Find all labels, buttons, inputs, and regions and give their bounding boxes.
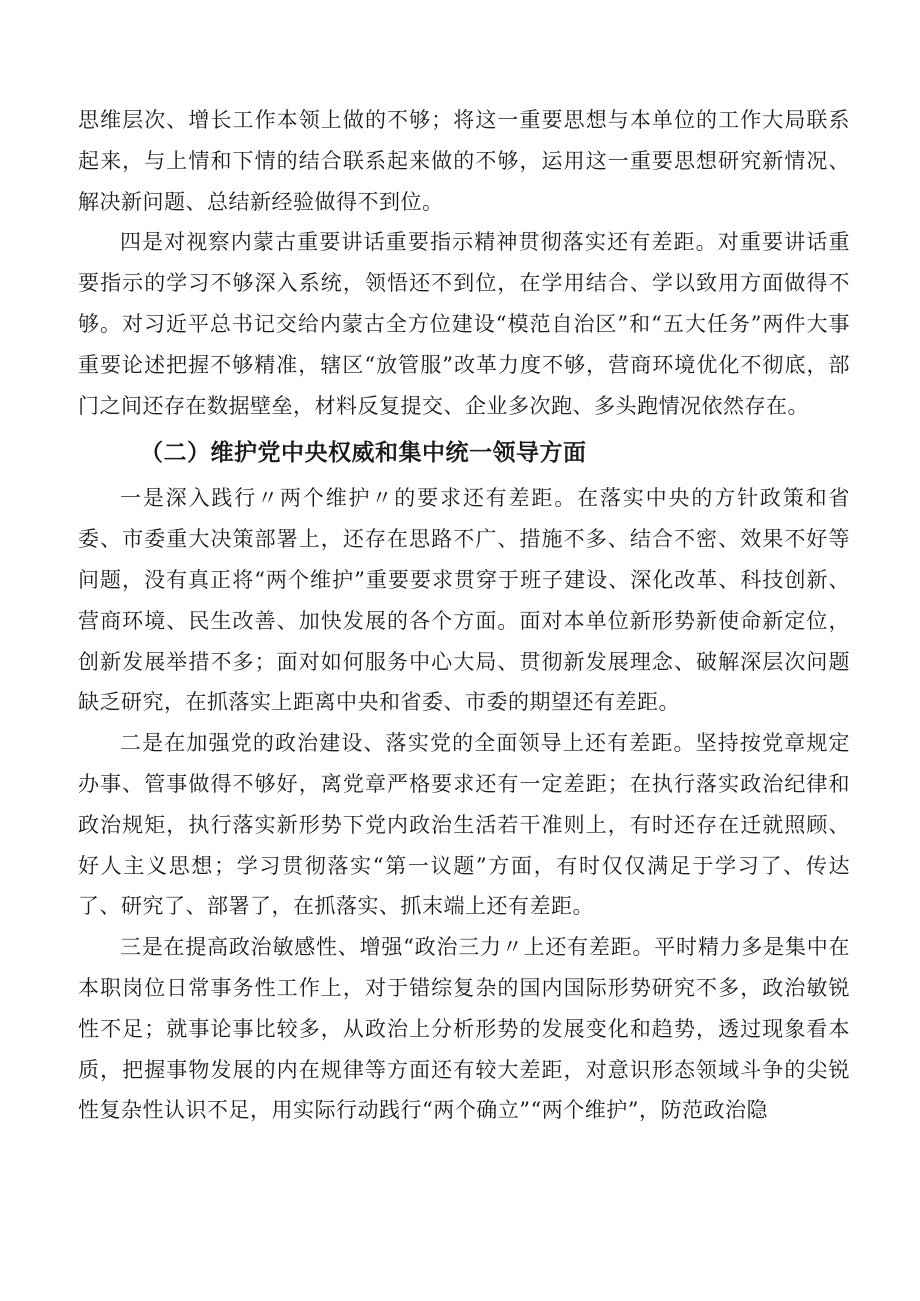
paragraph-point-three: 三是在提高政治敏感性、增强“政治三力〃上还有差距。平时精力多是集中在本职岗位日常事务性工作上，对于错综复杂的国内国际形势研究不多，政治敏锐性不足；就事论事比较多，从政治上分析形势的发展变化和趋势，透过现象看本质，把握事物发展的内在规律等方面还有较大差距，对意识形态领域斗争的尖锐性复杂性认识不足，用实际行动践行“两个确立”“两个维护”，防范政治隐 (78, 935, 850, 1123)
document-page (78, 100, 850, 1131)
paragraph-point-four: 四是对视察内蒙古重要讲话重要指示精神贯彻落实还有差距。对重要讲话重要指示的学习不够深入系统，领悟还不到位，在学用结合、学以致用方面做得不够。对习近平总书记交给内蒙古全方位建设“模范自治区”和“五大任务”两件大事重要论述把握不够精准，辖区“放管服”改革力度不够，营商环境优化不彻底，部门之间还存在数据壁垒，材料反复提交、企业多次跑、多头跑情况依然存在。 (78, 230, 850, 418)
section-heading: （二）维护党中央权威和集中统一领导方面 (140, 440, 587, 467)
paragraph-point-two: 二是在加强党的政治建设、落实党的全面领导上还有差距。坚持按党章规定办事、管事做得不够好，离党章严格要求还有一定差距；在执行落实政治纪律和政治规矩，执行落实新形势下党内政治生活若干准则上，有时还存在迁就照顾、好人主义思想；学习贯彻落实“第一议题”方面，有时仅仅满足于学习了、传达了、研究了、部署了，在抓落实、抓末端上还有差距。 (78, 731, 850, 919)
paragraph-point-one: 一是深入践行〃两个维护〃的要求还有差距。在落实中央的方针政策和省委、市委重大决策部署上，还存在思路不广、措施不多、结合不密、效果不好等问题，没有真正将“两个维护”重要要求贯穿于班子建设、深化改革、科技创新、营商环境、民生改善、加快发展的各个方面。面对本单位新形势新使命新定位，创新发展举措不多；面对如何服务中心大局、贯彻新发展理念、破解深层次问题缺乏研究，在抓落实上距离中央和省委、市委的期望还有差距。 (78, 486, 850, 715)
paragraph-continued: 思维层次、增长工作本领上做的不够；将这一重要思想与本单位的工作大局联系起来，与上情和下情的结合联系起来做的不够，运用这一重要思想研究新情况、解决新问题、总结新经验做得不到位。 (78, 108, 850, 214)
